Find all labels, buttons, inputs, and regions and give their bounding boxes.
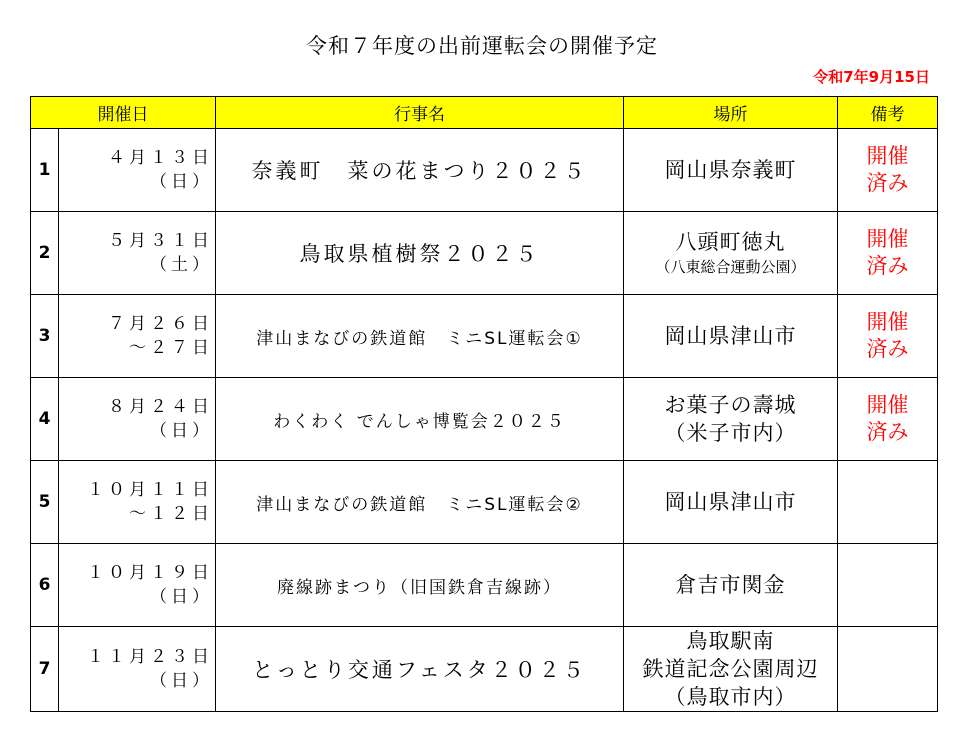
note-line-1: 開催	[866, 144, 909, 168]
event-date	[59, 461, 216, 544]
date-sub: （土）	[150, 255, 213, 275]
date-main: ７月２６日	[108, 314, 213, 334]
row-number: 7	[31, 627, 59, 712]
note-line-2: 済み	[866, 254, 909, 278]
note-line-1: 開催	[866, 310, 909, 334]
event-name: わくわく でんしゃ博覧会２０２５	[216, 378, 624, 461]
event-note	[838, 129, 938, 212]
table-header-row	[31, 97, 938, 129]
event-date	[59, 129, 216, 212]
place-main: 岡山県津山市	[664, 490, 797, 514]
header-event: 行事名	[216, 97, 624, 129]
page-title: 令和７年度の出前運転会の開催予定	[306, 34, 658, 58]
note-line-1: 開催	[866, 227, 909, 251]
place-main: 岡山県津山市	[664, 324, 797, 348]
schedule-table	[30, 96, 938, 712]
note-line-2: 済み	[866, 337, 909, 361]
date-main: １０月１１日	[87, 480, 213, 500]
date-main: １１月２３日	[87, 647, 213, 667]
row-number: 1	[31, 129, 59, 212]
place-main: 岡山県奈義町	[664, 158, 797, 182]
table-row	[31, 544, 938, 627]
place-sub-2: （鳥取市内）	[664, 685, 797, 709]
event-note	[838, 378, 938, 461]
event-name: 津山まなびの鉄道館 ミニSL運転会①	[216, 295, 624, 378]
note-line-2: 済み	[866, 171, 909, 195]
event-note	[838, 295, 938, 378]
place-main: 鳥取駅南	[686, 629, 775, 653]
event-date	[59, 544, 216, 627]
event-place	[624, 544, 838, 627]
place-sub: （米子市内）	[664, 421, 797, 445]
note-line-1: 開催	[866, 393, 909, 417]
table-row	[31, 461, 938, 544]
event-name: 廃線跡まつり（旧国鉄倉吉線跡）	[216, 544, 624, 627]
event-note	[838, 544, 938, 627]
table-row	[31, 212, 938, 295]
table-row	[31, 129, 938, 212]
place-main: 八頭町徳丸	[675, 230, 786, 254]
event-place	[624, 295, 838, 378]
event-note	[838, 461, 938, 544]
event-note	[838, 627, 938, 712]
row-number: 2	[31, 212, 59, 295]
event-date	[59, 378, 216, 461]
event-name: 鳥取県植樹祭２０２５	[216, 212, 624, 295]
event-place	[624, 627, 838, 712]
event-name: 津山まなびの鉄道館 ミニSL運転会②	[216, 461, 624, 544]
header-date: 開催日	[31, 97, 216, 129]
place-main: お菓子の壽城	[664, 393, 797, 417]
row-number: 3	[31, 295, 59, 378]
event-date	[59, 627, 216, 712]
row-number: 4	[31, 378, 59, 461]
row-number: 6	[31, 544, 59, 627]
date-main: １０月１９日	[87, 563, 213, 583]
date-main: ５月３１日	[108, 231, 213, 251]
header-place: 場所	[624, 97, 838, 129]
table-row	[31, 378, 938, 461]
table-row	[31, 627, 938, 712]
table-row	[31, 295, 938, 378]
event-place	[624, 378, 838, 461]
event-note	[838, 212, 938, 295]
place-sub: （八東総合運動公園）	[655, 258, 806, 276]
event-name: 奈義町 菜の花まつり２０２５	[216, 129, 624, 212]
date-sub: （日）	[150, 421, 213, 441]
date-sub: ～２７日	[129, 338, 213, 358]
date-sub: （日）	[150, 587, 213, 607]
event-place	[624, 212, 838, 295]
as-of-date: 令和7年9月15日	[813, 68, 930, 86]
date-sub: （日）	[150, 172, 213, 192]
date-main: ４月１３日	[108, 148, 213, 168]
header-note: 備考	[838, 97, 938, 129]
date-sub: ～１２日	[129, 504, 213, 524]
place-sub: 鉄道記念公園周辺	[642, 657, 819, 681]
date-main: ８月２４日	[108, 397, 213, 417]
event-date	[59, 295, 216, 378]
date-sub: （日）	[150, 671, 213, 691]
place-main: 倉吉市関金	[675, 573, 786, 597]
event-name: とっとり交通フェスタ２０２５	[216, 627, 624, 712]
event-place	[624, 129, 838, 212]
event-date	[59, 212, 216, 295]
note-line-2: 済み	[866, 420, 909, 444]
event-place	[624, 461, 838, 544]
row-number: 5	[31, 461, 59, 544]
